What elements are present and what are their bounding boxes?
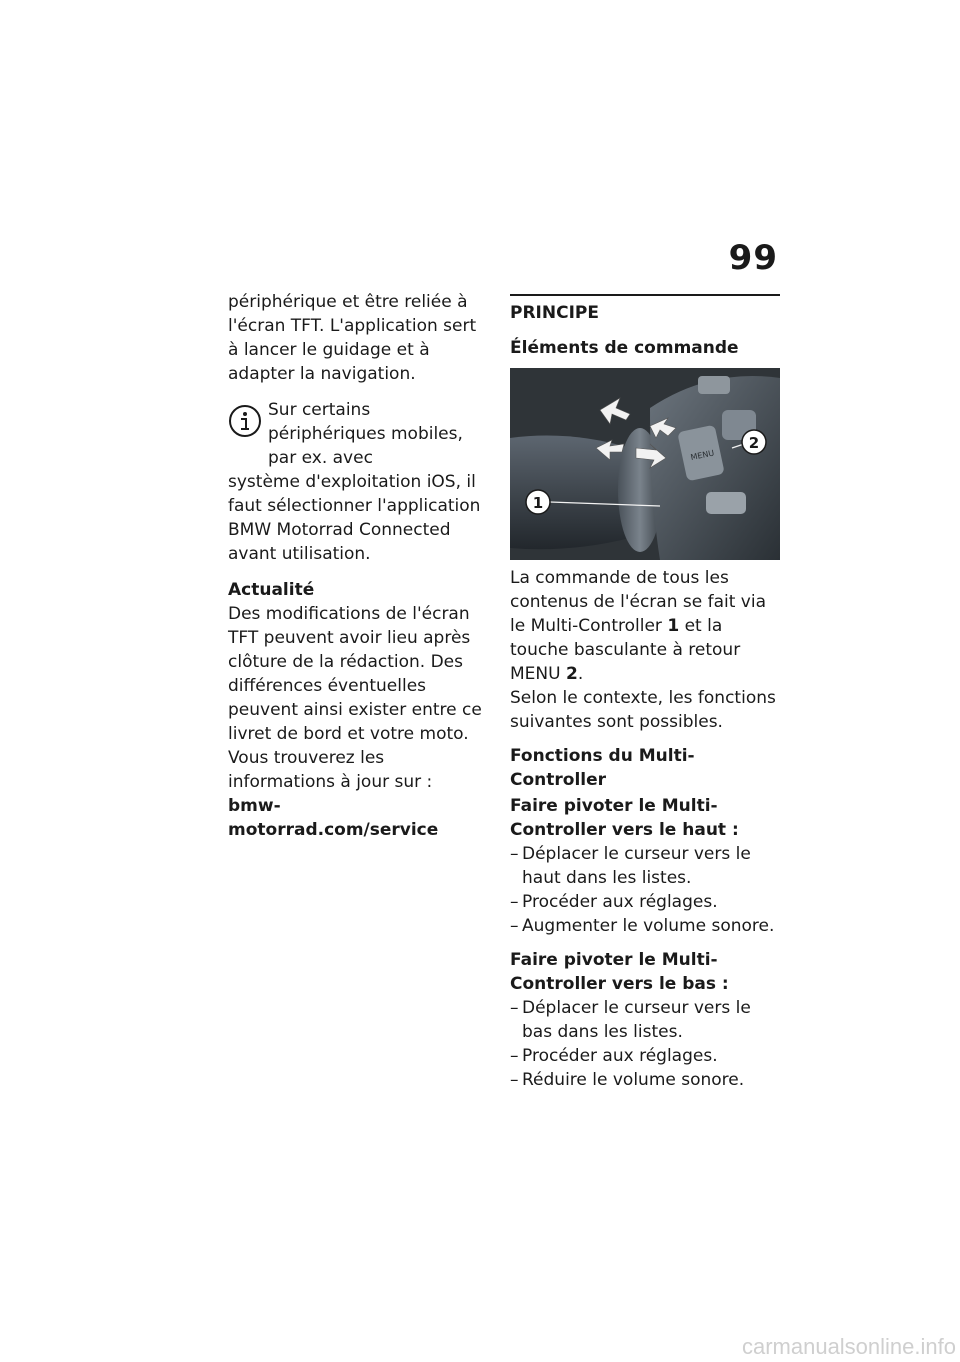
list-item: – Déplacer le curseur vers le haut dans les listes. [510,842,780,890]
chapter-header [510,294,780,326]
list-item: – Procéder aux réglages. [510,1044,780,1068]
list-item: – Déplacer le curseur vers le bas dans les listes. [510,996,780,1044]
page-number: 99 [728,238,778,278]
actualite-title: Actualité [228,580,315,600]
down-list [510,996,780,1092]
left-column [228,290,490,842]
desc-part-b: et la touche basculante à retour MENU [510,616,741,684]
list-item: – Procéder aux réglages. [510,890,780,914]
down-title: Faire pivoter le Multi-Controller vers le bas : [510,950,729,994]
chapter-title: PRINCIPE [510,303,599,323]
figure-label-1: 1 [532,494,544,512]
right-column [510,294,780,1092]
up-title: Faire pivoter le Multi-Controller vers le haut : [510,796,739,840]
figure-label-2: 2 [748,434,760,452]
handlebar-controls-figure [510,368,780,560]
context-text: Selon le contexte, les fonctions suivantes sont possibles. [510,688,776,732]
functions-title: Fonctions du Multi-Controller [510,746,695,790]
actualite-text: Des modifications de l'écran TFT peuvent avoir lieu après clôture de la rédaction. Des différences éventuelles peuvent ainsi exister entre ce livret de bord et votre moto. Vous trouverez les informations à jour sur : [228,604,482,792]
intro-text: périphérique et être reliée à l'écran TFT. L'application sert à lancer le guidage et à adapter la navigation. [228,292,477,384]
service-link[interactable]: bmw-motorrad.com/service [228,796,439,840]
desc-part-a: La commande de tous les contenus de l'écran se fait via le Multi-Controller [510,568,767,636]
menu-button-text: MENU [689,448,715,463]
watermark: carmanualsonline.info [741,1334,956,1359]
info-note [228,398,490,566]
controls-description [510,566,780,686]
section-title: Éléments de commande [510,338,739,358]
desc-part-c: . [577,664,584,684]
up-list [510,842,780,938]
desc-ref-1: 1 [667,616,680,636]
list-item: – Augmenter le volume sonore. [510,914,780,938]
info-text-rest: système d'exploitation iOS, il faut sélectionner l'application BMW Motorrad Connected avant utilisation. [228,472,481,564]
info-icon [228,404,262,438]
desc-ref-2: 2 [565,664,578,684]
info-text-first: Sur certains périphériques mobiles, par ex. avec [268,400,463,468]
list-item: – Réduire le volume sonore. [510,1068,780,1092]
